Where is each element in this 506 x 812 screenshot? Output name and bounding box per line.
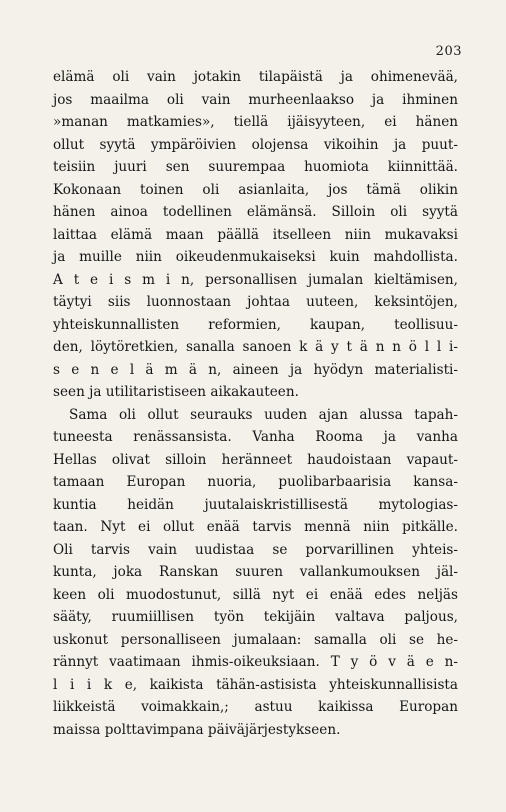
text-line: teisiin juuri sen suurempaa huomiota kiinnittää. — [53, 159, 458, 175]
text-line: jos maailma oli vain murheenlaakso ja ihminen — [53, 91, 458, 108]
text-line: den, löytöretkien, sanalla sanoen k ä y t ä n n ö l l i- — [53, 339, 458, 355]
text-line: Oli tarvis vain uudistaa se porvarillinen yhteis- — [53, 541, 458, 558]
text-line: laittaa elämä maan päällä itselleen niin mukavaksi — [53, 226, 458, 243]
text-line: uskonut personalliseen jumalaan: samalla oli se he- — [53, 631, 458, 648]
text-line: kuntia heidän juutalaiskristillisestä mytologias- — [53, 496, 458, 513]
page-number: 203 — [435, 44, 462, 59]
text-line: keen oli muodostunut, sillä nyt ei enää edes neljäs — [53, 586, 458, 603]
text-line: hänen ainoa todellinen elämänsä. Silloin oli syytä — [53, 204, 458, 220]
text-line: s e n e l ä m ä n, aineen ja hyödyn materialisti- — [53, 361, 458, 378]
text-line: Sama oli ollut seurauks uuden ajan alussa tapah- — [69, 406, 458, 423]
text-line: kunta, joka Ranskan suuren vallankumouksen jäl- — [53, 564, 458, 580]
text-line: taan. Nyt ei ollut enää tarvis mennä niin pitkälle. — [53, 519, 458, 535]
text-line: seen ja utilitaristiseen aikakauteen. — [53, 384, 299, 400]
text-line: rännyt vaatimaan ihmis-oikeuksiaan. T y ö v ä e n- — [53, 654, 458, 670]
body-text — [53, 66, 458, 741]
text-line: elämä oli vain jotakin tilapäistä ja ohimenevää, — [53, 69, 458, 85]
text-line: ja muille niin oikeudenmukaiseksi kuin mahdollista. — [53, 249, 458, 265]
text-line: tamaan Europan nuoria, puolibarbaarisia kansa- — [53, 474, 458, 490]
text-line: l i i k e, kaikista tähän-astisista yhteiskunnallisista — [53, 676, 458, 693]
text-line: tuneesta renässansista. Vanha Rooma ja vanha — [53, 429, 458, 445]
text-line: yhteiskunnallisten reformien, kaupan, teollisuu- — [53, 316, 458, 333]
text-line: maissa polttavimpana päiväjärjestykseen. — [53, 721, 341, 738]
text-line: »manan matkamies», tiellä ijäisyyteen, ei hänen — [53, 114, 458, 130]
text-line: täytyi siis luonnostaan johtaa uuteen, keksintöjen, — [53, 294, 458, 310]
text-line: liikkeistä voimakkain,; astuu kaikissa Europan — [53, 699, 458, 715]
text-line: ollut syytä ympäröivien olojensa vikoihin ja puut- — [53, 136, 458, 153]
text-line: A t e i s m i n, personallisen jumalan kieltämisen, — [53, 271, 458, 288]
text-line: Hellas olivat silloin heränneet haudoistaan vapaut- — [53, 451, 458, 468]
text-line: Kokonaan toinen oli asianlaita, jos tämä olikin — [53, 181, 458, 198]
text-line: sääty, ruumiillisen työn tekijäin valtava paljous, — [53, 609, 458, 625]
